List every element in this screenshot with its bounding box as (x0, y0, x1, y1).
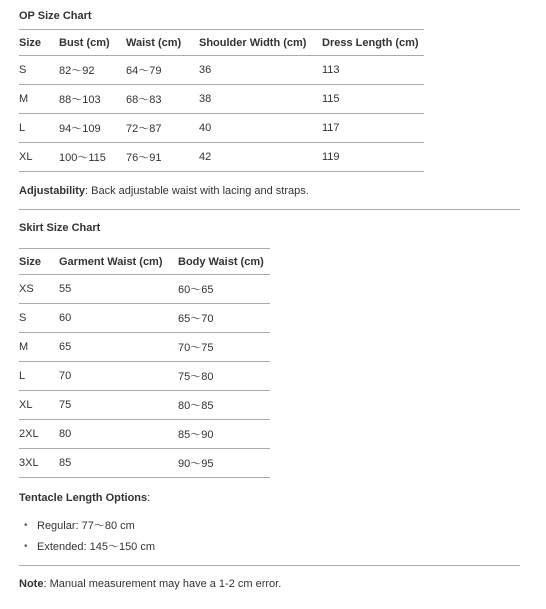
cell-size: M (19, 333, 59, 362)
column-header-size: Size (19, 30, 59, 56)
cell-body-waist: 90～95 (178, 449, 270, 478)
cell-garment-waist: 55 (59, 275, 178, 304)
cell-shoulder-width: 42 (199, 143, 322, 172)
table-row (19, 143, 424, 172)
cell-size: 2XL (19, 420, 59, 449)
table-row (19, 85, 424, 114)
cell-bust: 82～92 (59, 56, 126, 85)
cell-size: S (19, 304, 59, 333)
skirt-size-chart-title: Skirt Size Chart (19, 222, 101, 234)
skirt-size-table (19, 248, 270, 478)
tentacle-option-extended: Extended: 145～150 cm (37, 541, 156, 553)
cell-bust: 100～115 (59, 143, 126, 172)
list-item (19, 519, 546, 540)
cell-bust: 94～109 (59, 114, 126, 143)
cell-size: XL (19, 391, 59, 420)
column-header-garment-waist: Garment Waist (cm) (59, 249, 178, 275)
cell-garment-waist: 85 (59, 449, 178, 478)
table-row (19, 391, 270, 420)
table-row (19, 333, 270, 362)
tentacle-length-label: Tentacle Length Options (19, 492, 148, 504)
cell-shoulder-width: 38 (199, 85, 322, 114)
note-text: : Manual measurement may have a 1-2 cm error. (43, 578, 282, 590)
cell-size: L (19, 362, 59, 391)
cell-size: XL (19, 143, 59, 172)
table-row (19, 304, 270, 333)
op-size-chart-title: OP Size Chart (19, 10, 92, 22)
cell-body-waist: 80～85 (178, 391, 270, 420)
column-header-dress-length: Dress Length (cm) (322, 30, 424, 56)
cell-waist: 68～83 (126, 85, 199, 114)
cell-size: M (19, 85, 59, 114)
cell-dress-length: 113 (322, 56, 424, 85)
cell-body-waist: 60～65 (178, 275, 270, 304)
op-size-table (19, 29, 424, 172)
cell-garment-waist: 65 (59, 333, 178, 362)
measurement-note (19, 577, 546, 591)
cell-shoulder-width: 36 (199, 56, 322, 85)
divider (19, 565, 520, 566)
cell-size: XS (19, 275, 59, 304)
tentacle-length-heading (19, 491, 546, 505)
list-item (19, 540, 546, 561)
cell-size: 3XL (19, 449, 59, 478)
column-header-shoulder-width: Shoulder Width (cm) (199, 30, 322, 56)
cell-dress-length: 117 (322, 114, 424, 143)
table-row (19, 114, 424, 143)
table-row (19, 420, 270, 449)
table-row (19, 56, 424, 85)
table-header-row (19, 249, 270, 275)
cell-waist: 72～87 (126, 114, 199, 143)
cell-garment-waist: 60 (59, 304, 178, 333)
adjustability-note (19, 184, 546, 198)
cell-body-waist: 65～70 (178, 304, 270, 333)
cell-garment-waist: 70 (59, 362, 178, 391)
tentacle-option-regular: Regular: 77～80 cm (37, 520, 135, 532)
bullet-icon: • (24, 541, 28, 552)
cell-waist: 64～79 (126, 56, 199, 85)
cell-body-waist: 85～90 (178, 420, 270, 449)
column-header-size: Size (19, 249, 59, 275)
table-row (19, 449, 270, 478)
table-row (19, 275, 270, 304)
note-label: Note (19, 578, 44, 590)
cell-body-waist: 75～80 (178, 362, 270, 391)
table-header-row (19, 30, 424, 56)
adjustability-text: : Back adjustable waist with lacing and straps. (85, 185, 309, 197)
bullet-icon: • (24, 520, 28, 531)
cell-waist: 76～91 (126, 143, 199, 172)
cell-dress-length: 115 (322, 85, 424, 114)
cell-dress-length: 119 (322, 143, 424, 172)
cell-shoulder-width: 40 (199, 114, 322, 143)
cell-size: S (19, 56, 59, 85)
column-header-waist: Waist (cm) (126, 30, 199, 56)
cell-garment-waist: 75 (59, 391, 178, 420)
cell-size: L (19, 114, 59, 143)
column-header-bust: Bust (cm) (59, 30, 126, 56)
cell-bust: 88～103 (59, 85, 126, 114)
tentacle-options-list (19, 519, 546, 561)
table-row (19, 362, 270, 391)
cell-body-waist: 70～75 (178, 333, 270, 362)
cell-garment-waist: 80 (59, 420, 178, 449)
tentacle-length-colon: : (147, 492, 151, 504)
adjustability-label: Adjustability (19, 185, 86, 197)
column-header-body-waist: Body Waist (cm) (178, 249, 270, 275)
